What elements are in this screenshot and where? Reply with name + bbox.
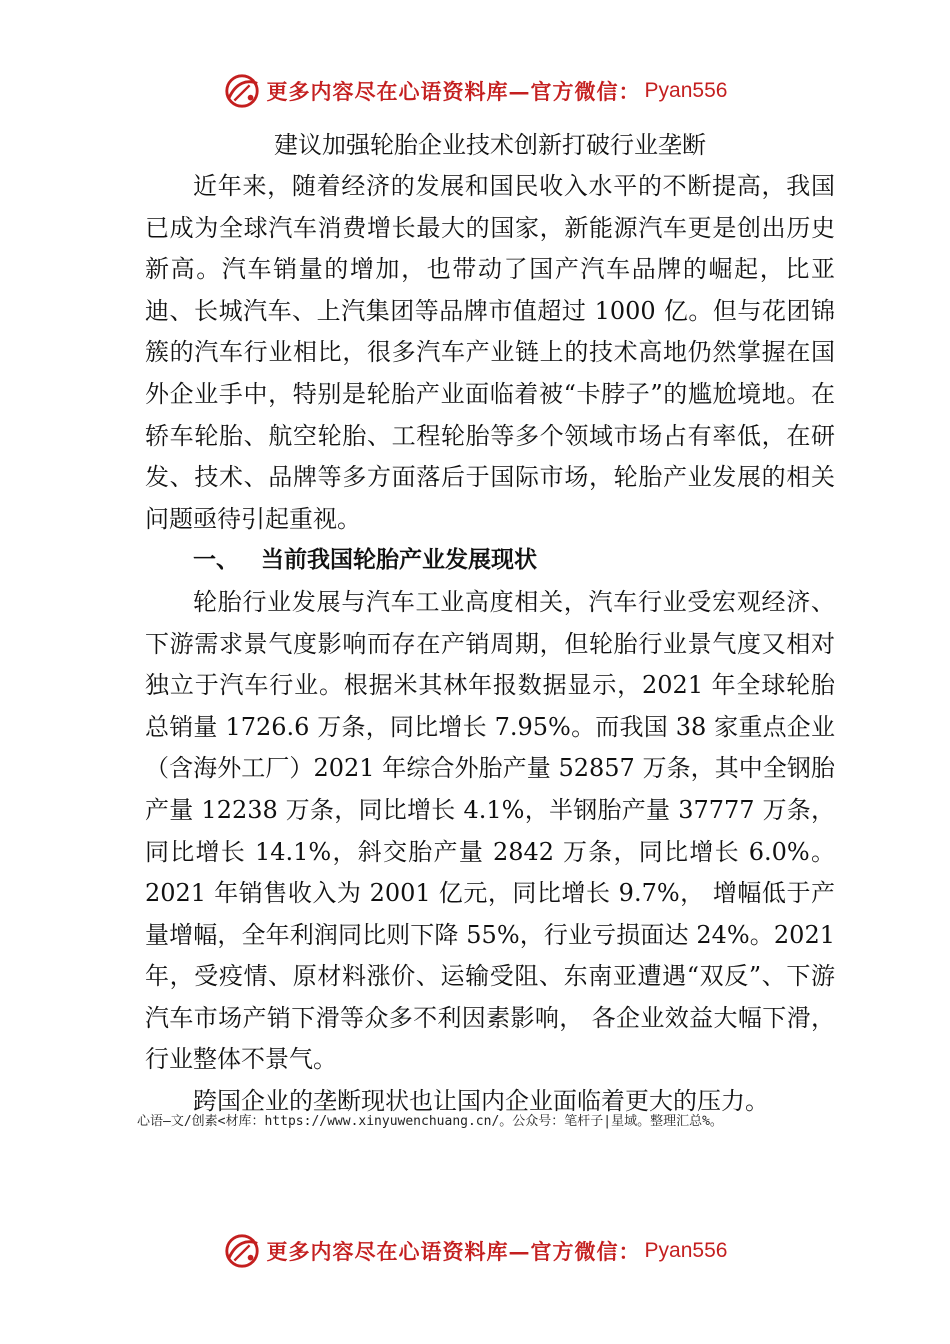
banner-text: 更多内容尽在心语资料库—官方微信：	[266, 1239, 641, 1264]
article-body	[145, 124, 835, 1123]
bottom-banner	[0, 1226, 950, 1276]
top-banner	[0, 66, 950, 116]
footer-note: 心语—文/创素<材库：https://www.xinyuwenchuang.cn/。公众号：笔杆子|星域。整理汇总%。	[137, 1114, 723, 1129]
xinyu-logo-icon	[223, 72, 261, 110]
section-paragraph: 轮胎行业发展与汽车工业高度相关，汽车行业受宏观经济、下游需求景气度影响而存在产销周期，但轮胎行业景气度又相对独立于汽车行业。根据米其林年报数据显示，2021 年全球轮胎总销量 1726.6 万条，同比增长 7.95%。而我国 38 家重点企业（含海外工厂）2021 年综合外胎产量 52857 万条，其中全钢胎产量 12238 万条，同比增长 4.1%，半钢胎产量 37777 万条，同比增长 14.1%，斜交胎产量 2842 万条，同比增长 6.0%。2021 年销售收入为 2001 亿元，同比增长 9.7%， 增幅低于产量增幅，全年利润同比则下降 55%，行业亏损面达 24%。2021 年，受疫情、原材料涨价、运输受阻、东南亚遭遇“双反”、下游汽车市场产销下滑等众多不利因素影响， 各企业效益大幅下滑，行业整体不景气。	[145, 587, 835, 1074]
intro-paragraph: 近年来，随着经济的发展和国民收入水平的不断提高，我国已成为全球汽车消费增长最大的国家，新能源汽车更是创出历史新高。汽车销量的增加，也带动了国产汽车品牌的崛起，比亚迪、长城汽车、上汽集团等品牌市值超过 1000 亿。但与花团锦簇的汽车行业相比，很多汽车产业链上的技术高地仍然掌握在国外企业手中，特别是轮胎产业面临着被“卡脖子”的尴尬境地。在轿车轮胎、航空轮胎、工程轮胎等多个领域市场占有率低，在研发、技术、品牌等多方面落后于国际市场，轮胎产业发展的相关问题亟待引起重视。	[145, 172, 835, 533]
banner-text: 更多内容尽在心语资料库—官方微信：	[266, 79, 641, 104]
banner-wechat-id: Pyan556	[644, 1239, 728, 1262]
section-title: 当前我国轮胎产业发展现状	[261, 547, 537, 574]
section-heading	[145, 540, 835, 582]
article-title: 建议加强轮胎企业技术创新打破行业垄断	[274, 131, 706, 159]
banner-wechat-id: Pyan556	[644, 79, 728, 102]
section-number: 一、	[193, 547, 239, 574]
xinyu-logo-icon	[223, 1232, 261, 1270]
section-paragraph: 跨国企业的垄断现状也让国内企业面临着更大的压力。	[193, 1087, 769, 1116]
